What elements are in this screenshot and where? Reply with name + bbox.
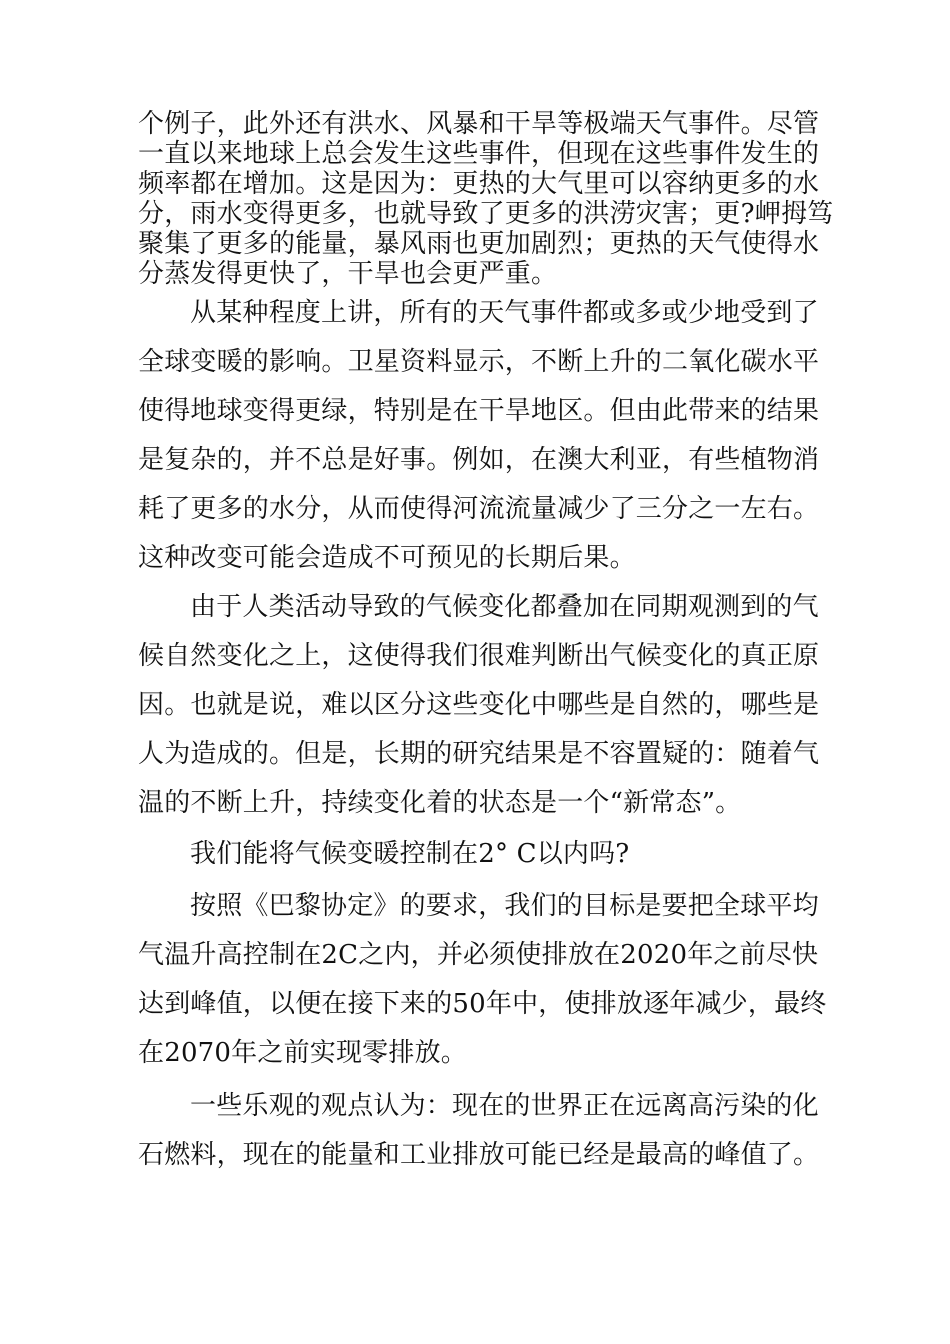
paragraph-line: 聚集了更多的能量，暴风雨也更加剧烈；更热的天气使得水: [138, 229, 820, 259]
paragraph-line: 个例子，此外还有洪水、风暴和干旱等极端天气事件。尽管: [138, 109, 820, 139]
paragraph-line: 在2070年之前实现零排放。: [138, 1038, 467, 1068]
paragraph-line: 石燃料，现在的能量和工业排放可能已经是最高的峰值了。: [138, 1140, 820, 1170]
paragraph-line: 人为造成的。但是，长期的研究结果是不容置疑的：随着气: [138, 739, 820, 769]
section-question: 我们能将气候变暖控制在2° C以内吗?: [190, 839, 630, 869]
paragraph-line: 耗了更多的水分，从而使得河流流量减少了三分之一左右。: [138, 494, 820, 524]
paragraph-line: 分，雨水变得更多，也就导致了更多的洪涝灾害；更?岬拇笃: [138, 199, 834, 229]
paragraph-line: 按照《巴黎协定》的要求，我们的目标是要把全球平均: [190, 891, 819, 921]
paragraph-line: 从某种程度上讲，所有的天气事件都或多或少地受到了: [190, 298, 819, 328]
paragraph-line: 因。也就是说，难以区分这些变化中哪些是自然的，哪些是: [138, 690, 820, 720]
paragraph-line: 全球变暖的影响。卫星资料显示，不断上升的二氧化碳水平: [138, 347, 820, 377]
paragraph-line: 这种改变可能会造成不可预见的长期后果。: [138, 543, 636, 573]
paragraph-line: 一些乐观的观点认为：现在的世界正在远离高污染的化: [190, 1091, 819, 1121]
paragraph-line: 气温升高控制在2C之内，并必须使排放在2020年之前尽快: [138, 940, 819, 970]
paragraph-line: 一直以来地球上总会发生这些事件，但现在这些事件发生的: [138, 139, 820, 169]
paragraph-line: 分蒸发得更快了，干旱也会更严重。: [138, 259, 558, 289]
paragraph-line: 频率都在增加。这是因为：更热的大气里可以容纳更多的水: [138, 169, 820, 199]
paragraph-line: 温的不断上升，持续变化着的状态是一个“新常态”。: [138, 788, 742, 818]
paragraph-line: 使得地球变得更绿，特别是在干旱地区。但由此带来的结果: [138, 396, 820, 426]
paragraph-line: 达到峰值，以便在接下来的50年中，使排放逐年减少，最终: [138, 989, 827, 1019]
paragraph-line: 候自然变化之上，这使得我们很难判断出气候变化的真正原: [138, 641, 820, 671]
paragraph-line: 由于人类活动导致的气候变化都叠加在同期观测到的气: [190, 592, 819, 622]
paragraph-line: 是复杂的，并不总是好事。例如，在澳大利亚，有些植物消: [138, 445, 820, 475]
